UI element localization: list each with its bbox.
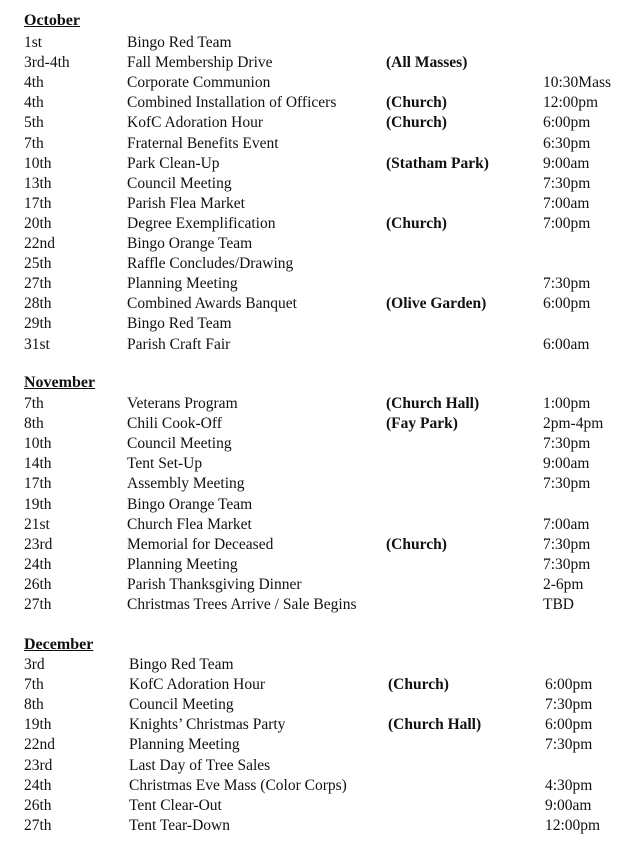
event-row: [0, 295, 640, 315]
event-row: [0, 496, 640, 516]
event-name: Christmas Eve Mass (Color Corps): [129, 776, 347, 794]
event-date: 17th: [24, 475, 52, 493]
event-row: [0, 275, 640, 295]
event-row: [0, 54, 640, 74]
event-name: KofC Adoration Hour: [127, 114, 264, 132]
event-time: 6:00am: [543, 335, 590, 353]
event-time: 7:00am: [543, 194, 590, 212]
event-location: (Church Hall): [386, 395, 480, 412]
event-time: 6:00pm: [545, 676, 593, 694]
event-name: Last Day of Tree Sales: [129, 756, 271, 774]
event-row: [0, 516, 640, 536]
event-time: 7:30pm: [543, 435, 591, 453]
event-time: 7:00am: [543, 515, 590, 533]
event-date: 25th: [24, 255, 52, 273]
month-title-november: November: [24, 374, 96, 391]
event-row: [0, 235, 640, 255]
event-row: [0, 34, 640, 54]
event-name: Fraternal Benefits Event: [127, 134, 279, 152]
event-date: 22nd: [24, 736, 55, 754]
event-date: 22nd: [24, 235, 55, 252]
event-row: [0, 656, 640, 676]
event-date: 27th: [24, 275, 52, 293]
event-date: 26th: [24, 575, 52, 593]
event-time: 7:30pm: [543, 174, 591, 192]
event-name: Christmas Trees Arrive / Sale Begins: [127, 596, 357, 613]
event-name: Planning Meeting: [127, 555, 238, 573]
event-row: [0, 797, 640, 817]
event-row: [0, 536, 640, 556]
event-name: Bingo Red Team: [127, 34, 232, 51]
event-name: Council Meeting: [129, 696, 234, 714]
event-name: Knights’ Christmas Party: [129, 716, 286, 734]
event-name: Chili Cook-Off: [127, 415, 222, 433]
event-time: 6:00pm: [543, 295, 591, 313]
event-row: [0, 415, 640, 435]
event-name: Park Clean-Up: [127, 154, 220, 172]
event-date: 19th: [24, 716, 52, 734]
event-name: Raffle Concludes/Drawing: [127, 255, 294, 273]
event-date: 29th: [24, 315, 52, 333]
event-name: Assembly Meeting: [127, 475, 245, 493]
event-location: (Church): [386, 114, 447, 132]
event-name: KofC Adoration Hour: [129, 676, 266, 694]
event-row: [0, 315, 640, 335]
event-location: (All Masses): [386, 54, 468, 72]
event-row: [0, 596, 640, 616]
event-name: Fall Membership Drive: [127, 54, 273, 72]
event-name: Council Meeting: [127, 174, 232, 192]
event-time: 12:00pm: [543, 94, 599, 112]
event-name: Bingo Red Team: [127, 315, 232, 333]
event-name: Planning Meeting: [127, 275, 238, 293]
event-row: [0, 175, 640, 195]
event-row: [0, 736, 640, 756]
event-time: 9:00am: [543, 455, 590, 473]
event-name: Parish Craft Fair: [127, 335, 231, 353]
event-date: 10th: [24, 435, 52, 453]
event-row: [0, 74, 640, 94]
event-time: 7:30pm: [545, 696, 593, 714]
event-row: [0, 255, 640, 275]
event-row: [0, 475, 640, 495]
event-row: [0, 114, 640, 134]
event-name: Tent Tear-Down: [129, 816, 230, 834]
event-date: 3rd: [24, 656, 45, 673]
event-date: 21st: [24, 515, 50, 533]
event-time: 7:00pm: [543, 214, 591, 232]
event-date: 23rd: [24, 756, 53, 774]
event-row: [0, 155, 640, 175]
event-date: 10th: [24, 154, 52, 172]
event-name: Planning Meeting: [129, 736, 240, 754]
event-location: (Fay Park): [386, 415, 458, 433]
event-date: 27th: [24, 596, 52, 613]
event-row: [0, 576, 640, 596]
event-name: Memorial for Deceased: [127, 535, 274, 553]
event-time: 4:30pm: [545, 776, 593, 794]
event-name: Combined Awards Banquet: [127, 295, 297, 313]
event-time: 7:30pm: [543, 475, 591, 493]
event-time: 6:30pm: [543, 134, 591, 152]
event-row: [0, 135, 640, 155]
event-row: [0, 757, 640, 777]
event-name: Parish Flea Market: [127, 194, 245, 212]
event-name: Corporate Communion: [127, 74, 271, 92]
event-date: 7th: [24, 134, 44, 152]
event-date: 24th: [24, 555, 52, 573]
event-row: [0, 435, 640, 455]
month-title-october: October: [24, 12, 80, 29]
event-time: 2-6pm: [543, 575, 584, 593]
event-row: [0, 94, 640, 114]
event-time: 7:30pm: [543, 535, 591, 553]
event-name: Tent Set-Up: [127, 455, 203, 473]
event-location: (Olive Garden): [386, 295, 487, 313]
event-name: Degree Exemplification: [127, 214, 276, 232]
event-date: 26th: [24, 796, 52, 814]
event-name: Veterans Program: [127, 395, 238, 412]
event-date: 28th: [24, 295, 52, 313]
event-time: 2pm-4pm: [543, 415, 604, 433]
event-row: [0, 817, 640, 837]
event-date: 1st: [24, 34, 43, 51]
event-time: 6:00pm: [545, 716, 593, 734]
event-time: 7:30pm: [543, 555, 591, 573]
event-row: [0, 556, 640, 576]
event-date: 23rd: [24, 535, 53, 553]
event-date: 8th: [24, 415, 44, 433]
event-time: 7:30pm: [543, 275, 591, 293]
event-name: Tent Clear-Out: [129, 796, 222, 814]
event-date: 7th: [24, 395, 44, 412]
event-date: 13th: [24, 174, 52, 192]
event-name: Bingo Orange Team: [127, 235, 253, 252]
event-time: 12:00pm: [545, 816, 601, 834]
event-time: 7:30pm: [545, 736, 593, 754]
event-location: (Church): [386, 214, 447, 232]
event-time: 10:30Mass: [543, 74, 612, 92]
event-date: 17th: [24, 194, 52, 212]
event-location: (Church): [388, 676, 449, 694]
event-row: [0, 195, 640, 215]
month-title-december: December: [24, 636, 94, 653]
event-name: Council Meeting: [127, 435, 232, 453]
event-date: 5th: [24, 114, 44, 132]
event-date: 7th: [24, 676, 44, 694]
event-date: 14th: [24, 455, 52, 473]
event-row: [0, 696, 640, 716]
event-name: Bingo Orange Team: [127, 495, 253, 513]
event-time: 6:00pm: [543, 114, 591, 132]
event-row: [0, 215, 640, 235]
event-row: [0, 336, 640, 356]
event-date: 4th: [24, 94, 44, 112]
event-date: 27th: [24, 816, 52, 834]
event-name: Bingo Red Team: [129, 656, 234, 673]
event-row: [0, 777, 640, 797]
event-time: TBD: [543, 596, 574, 613]
event-date: 19th: [24, 495, 52, 513]
event-date: 3rd-4th: [24, 54, 70, 72]
event-location: (Church): [386, 535, 447, 553]
event-location: (Statham Park): [386, 154, 489, 172]
event-date: 20th: [24, 214, 52, 232]
event-row: [0, 455, 640, 475]
event-location: (Church): [386, 94, 447, 112]
event-time: 9:00am: [543, 154, 590, 172]
event-name: Parish Thanksgiving Dinner: [127, 575, 302, 593]
event-time: 1:00pm: [543, 395, 591, 412]
event-name: Church Flea Market: [127, 515, 252, 533]
event-date: 31st: [24, 335, 50, 353]
event-date: 8th: [24, 696, 44, 714]
event-time: 9:00am: [545, 796, 592, 814]
event-row: [0, 676, 640, 696]
event-name: Combined Installation of Officers: [127, 94, 337, 112]
event-date: 4th: [24, 74, 44, 92]
event-row: [0, 395, 640, 415]
event-date: 24th: [24, 776, 52, 794]
event-location: (Church Hall): [388, 716, 482, 734]
event-row: [0, 716, 640, 736]
